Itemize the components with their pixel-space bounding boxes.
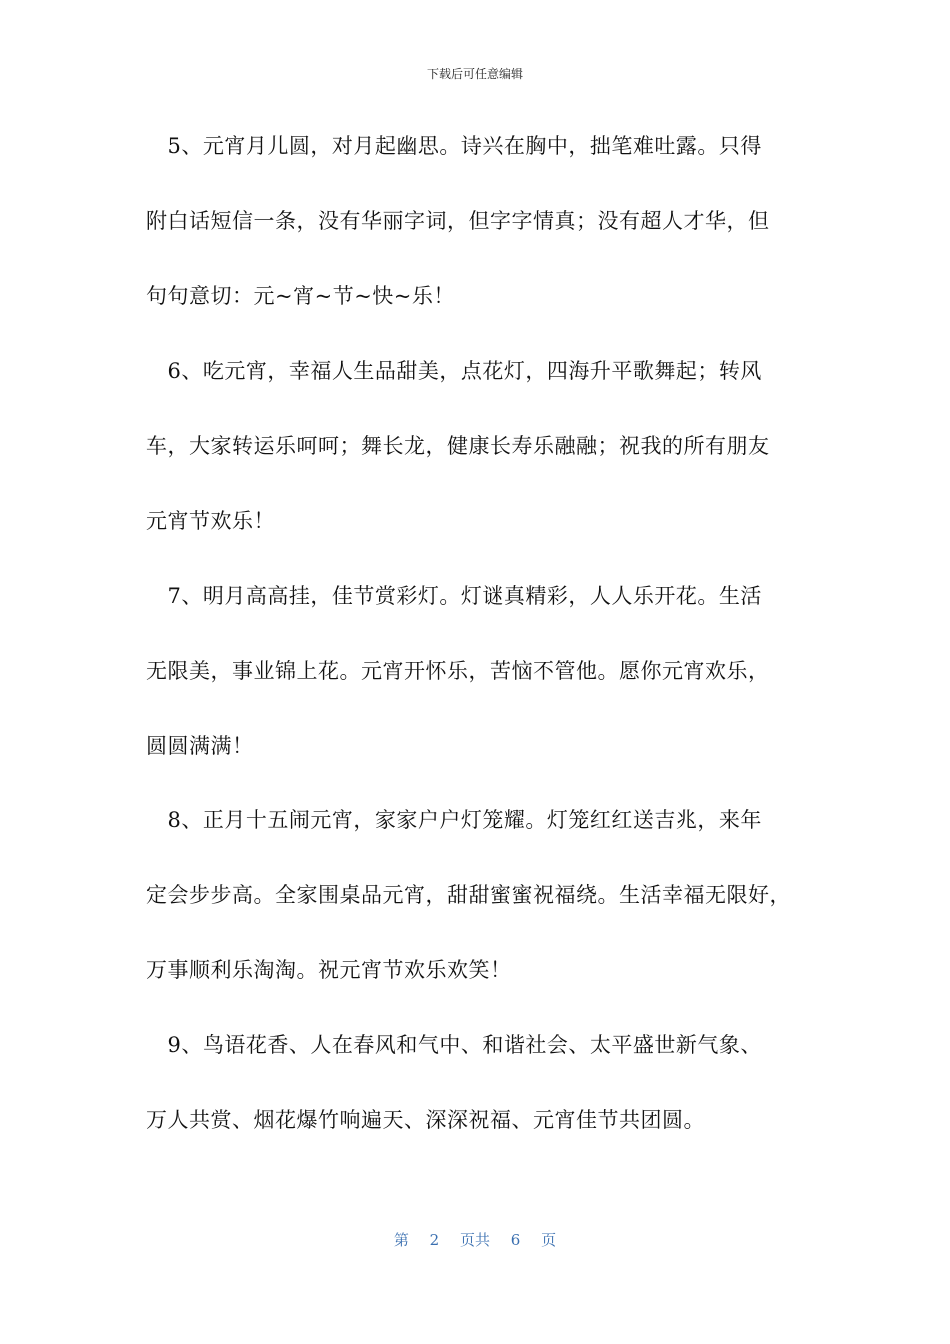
page-header-note: 下载后可任意编辑 [426,67,523,81]
text-line: 定会步步高。全家围桌品元宵，甜甜蜜蜜祝福绕。生活幸福无限好， [146,883,791,907]
text-line: 5、元宵月儿圆，对月起幽思。诗兴在胸中，拙笔难吐露。只得 [146,134,762,158]
text-line: 圆圆满满！ [146,734,254,758]
text-line: 9、鸟语花香、人在春风和气中、和谐社会、太平盛世新气象、 [146,1033,762,1057]
text-line: 附白话短信一条，没有华丽字词，但字字情真；没有超人才华，但 [146,209,770,233]
text-line: 万人共赏、烟花爆竹响遍天、深深祝福、元宵佳节共团圆。 [146,1108,705,1132]
text-line: 7、明月高高挂，佳节赏彩灯。灯谜真精彩，人人乐开花。生活 [146,584,762,608]
footer-total-pages: 6 [510,1231,521,1249]
text-line: 无限美，事业锦上花。元宵开怀乐，苦恼不管他。愿你元宵欢乐， [146,659,770,683]
footer-current-page: 2 [429,1231,440,1249]
footer-prefix: 第 [393,1231,409,1249]
text-line: 句句意切：元~宵~节~快~乐！ [146,284,455,308]
footer-suffix: 页 [541,1231,557,1249]
text-line: 元宵节欢乐！ [146,509,275,533]
text-line: 车，大家转运乐呵呵；舞长龙，健康长寿乐融融；祝我的所有朋友 [146,434,770,458]
text-line: 万事顺利乐淘淘。祝元宵节欢乐欢笑！ [146,958,512,982]
text-line: 8、正月十五闹元宵，家家户户灯笼耀。灯笼红红送吉兆，来年 [146,808,762,832]
footer-middle: 页共 [459,1231,490,1249]
text-line: 6、吃元宵，幸福人生品甜美，点花灯，四海升平歌舞起；转风 [146,359,762,383]
page-footer [0,1230,950,1250]
